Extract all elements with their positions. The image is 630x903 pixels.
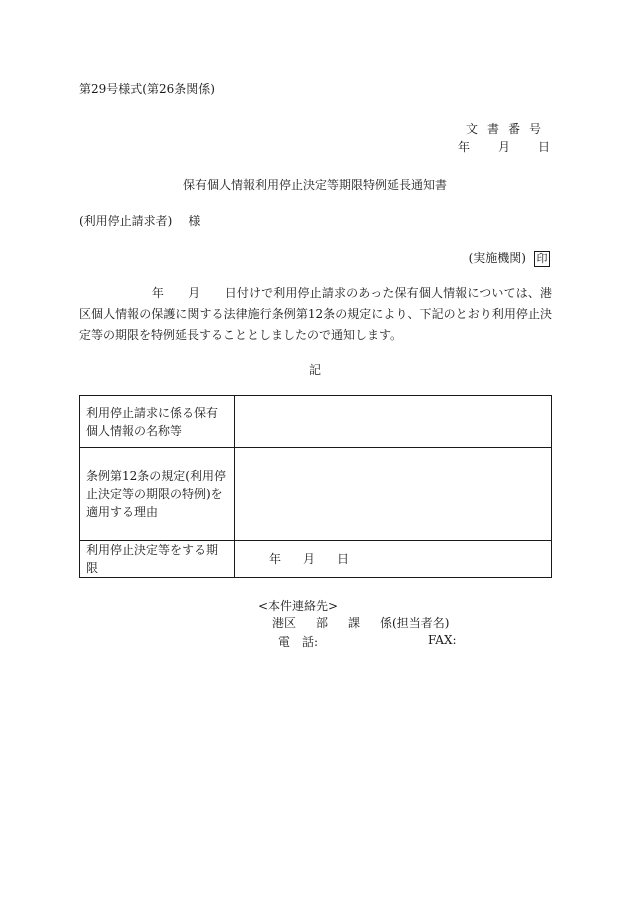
contact-person: 係(担当者名)	[380, 616, 450, 630]
deadline-year: 年	[269, 552, 282, 566]
date-day: 日	[537, 140, 550, 154]
document-title: 保有個人情報利用停止決定等期限特例延長通知書	[182, 178, 447, 192]
ki-heading: 記	[308, 363, 321, 377]
row-value-deadline	[235, 541, 552, 578]
document-date	[458, 138, 550, 155]
row-value-reason	[235, 448, 552, 541]
document-number-label: 文書番号	[465, 122, 550, 136]
table-row	[80, 541, 552, 578]
row-label-reason: 条例第12条の規定(利用停止決定等の期限の特例)を適用する理由	[80, 448, 235, 541]
detail-table	[79, 395, 552, 578]
contact-dept: 部	[316, 616, 329, 630]
contact-organization	[272, 614, 449, 631]
form-number: 第29号様式(第26条関係)	[79, 82, 215, 96]
addressee-suffix: 様	[188, 214, 201, 228]
table-row	[80, 396, 552, 448]
row-label-deadline: 利用停止決定等をする期限	[80, 541, 235, 578]
addressee-label: (利用停止請求者)	[79, 214, 173, 228]
date-month: 月	[497, 140, 510, 154]
deadline-month: 月	[303, 552, 316, 566]
deadline-day: 日	[337, 552, 350, 566]
contact-ward: 港区	[272, 616, 297, 630]
body-paragraph: 年 月 日付けで利用停止請求のあった保有個人情報については、港区個人情報の保護に関する法律施行条例第12条の規定により、下記のとおり利用停止決定等の期限を特例延長することとしましたので通知します。	[79, 286, 552, 342]
contact-heading: <本件連絡先>	[258, 599, 339, 613]
row-label-info-name: 利用停止請求に係る保有個人情報の名称等	[80, 396, 235, 448]
phone-label: 電 話:	[278, 635, 319, 649]
agency-label: (実施機関)	[468, 251, 526, 265]
addressee	[79, 212, 200, 229]
contact-numbers	[278, 633, 457, 650]
row-value-info-name	[235, 396, 552, 448]
contact-section: 課	[348, 616, 361, 630]
seal-box: 印	[534, 251, 550, 267]
fax-label: FAX:	[428, 633, 457, 647]
table-row	[80, 448, 552, 541]
issuing-agency	[469, 249, 550, 267]
date-year: 年	[457, 140, 470, 154]
